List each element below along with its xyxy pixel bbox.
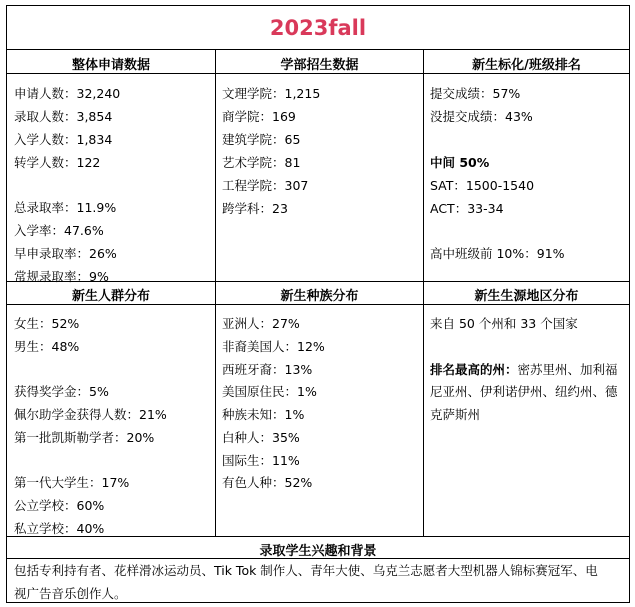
admissions-table <box>6 5 630 603</box>
stat-line: 佩尔助学金获得人数：21% <box>14 407 167 422</box>
stat-line: 商学院：169 <box>222 109 296 124</box>
ethnicity-section <box>216 281 423 536</box>
section-header: 整体申请数据 <box>71 58 150 73</box>
stat-line: 入学率：47.6% <box>14 223 104 238</box>
interests-text <box>14 559 626 605</box>
top-states-text: 密苏里州、加利福 <box>517 362 618 377</box>
stat-line: 公立学校：60% <box>14 498 105 513</box>
stat-line: 建筑学院：65 <box>222 132 301 147</box>
stat-line: 白种人：35% <box>222 430 300 445</box>
stat-line: 入学人数：1,834 <box>14 132 113 147</box>
stat-line: 转学人数：122 <box>14 155 101 170</box>
stat-line: 有色人种：52% <box>222 475 313 490</box>
top-states-text: 尼亚州、伊利诺伊州、纽约州、德 <box>430 384 618 399</box>
stat-line: 提交成绩：57% <box>430 86 521 101</box>
stat-line: 文理学院：1,215 <box>222 86 321 101</box>
stat-line: 美国原住民：1% <box>222 384 317 399</box>
demographics-section <box>7 281 215 536</box>
stat-line: 录取人数：3,854 <box>14 109 113 124</box>
stat-line: 总录取率：11.9% <box>14 200 117 215</box>
stat-line: 亚洲人：27% <box>222 316 300 331</box>
stat-line: 来自 50 个州和 33 个国家 <box>430 316 578 331</box>
page-title: 2023fall <box>7 6 629 50</box>
stat-line: 男生：48% <box>14 339 80 354</box>
stat-line: 常规录取率：9% <box>14 269 109 284</box>
section-header: 新生人群分布 <box>71 289 150 304</box>
stat-line: 西班牙裔：13% <box>222 362 313 377</box>
top-states-label: 排名最高的州： <box>430 362 518 377</box>
stat-line: 艺术学院：81 <box>222 155 301 170</box>
top-states-line <box>430 360 618 378</box>
section-header: 新生生源地区分布 <box>474 289 579 304</box>
stat-line: 工程学院：307 <box>222 178 309 193</box>
overall-section <box>7 50 215 284</box>
geography-section <box>424 281 629 536</box>
stat-line: 高中班级前 10%：91% <box>430 246 565 261</box>
stat-line: 女生：52% <box>14 316 80 331</box>
stat-line: 早申录取率：26% <box>14 246 117 261</box>
interests-line: 包括专利持有者、花样滑冰运动员、Tik Tok 制作人、青年大使、乌克兰志愿者大型机器人锦标赛冠军、电 <box>14 563 598 578</box>
stat-line: 私立学校：40% <box>14 521 105 536</box>
stat-line: 跨学科：23 <box>222 201 288 216</box>
stat-line: 获得奖学金：5% <box>14 384 109 399</box>
stat-line: SAT：1500-1540 <box>430 178 535 193</box>
stat-subheading: 中间 50% <box>430 155 490 170</box>
stat-line: 第一批凯斯勒学者：20% <box>14 430 155 445</box>
stat-line: 种族未知：1% <box>222 407 305 422</box>
section-header: 新生种族分布 <box>280 289 359 304</box>
stat-line: 国际生：11% <box>222 453 300 468</box>
section-header: 新生标化/班级排名 <box>472 58 581 73</box>
college-section <box>216 50 423 281</box>
interests-line: 视广告音乐创作人。 <box>14 586 127 601</box>
stat-line: ACT：33-34 <box>430 201 504 216</box>
stat-line: 非裔美国人：12% <box>222 339 325 354</box>
stat-line: 第一代大学生：17% <box>14 475 130 490</box>
section-header: 录取学生兴趣和背景 <box>259 544 377 559</box>
section-header: 学部招生数据 <box>280 58 359 73</box>
top-states-text: 克萨斯州 <box>430 407 481 422</box>
stat-line: 没提交成绩：43% <box>430 109 533 124</box>
stat-line: 申请人数：32,240 <box>14 86 121 101</box>
scores-section <box>424 50 629 281</box>
